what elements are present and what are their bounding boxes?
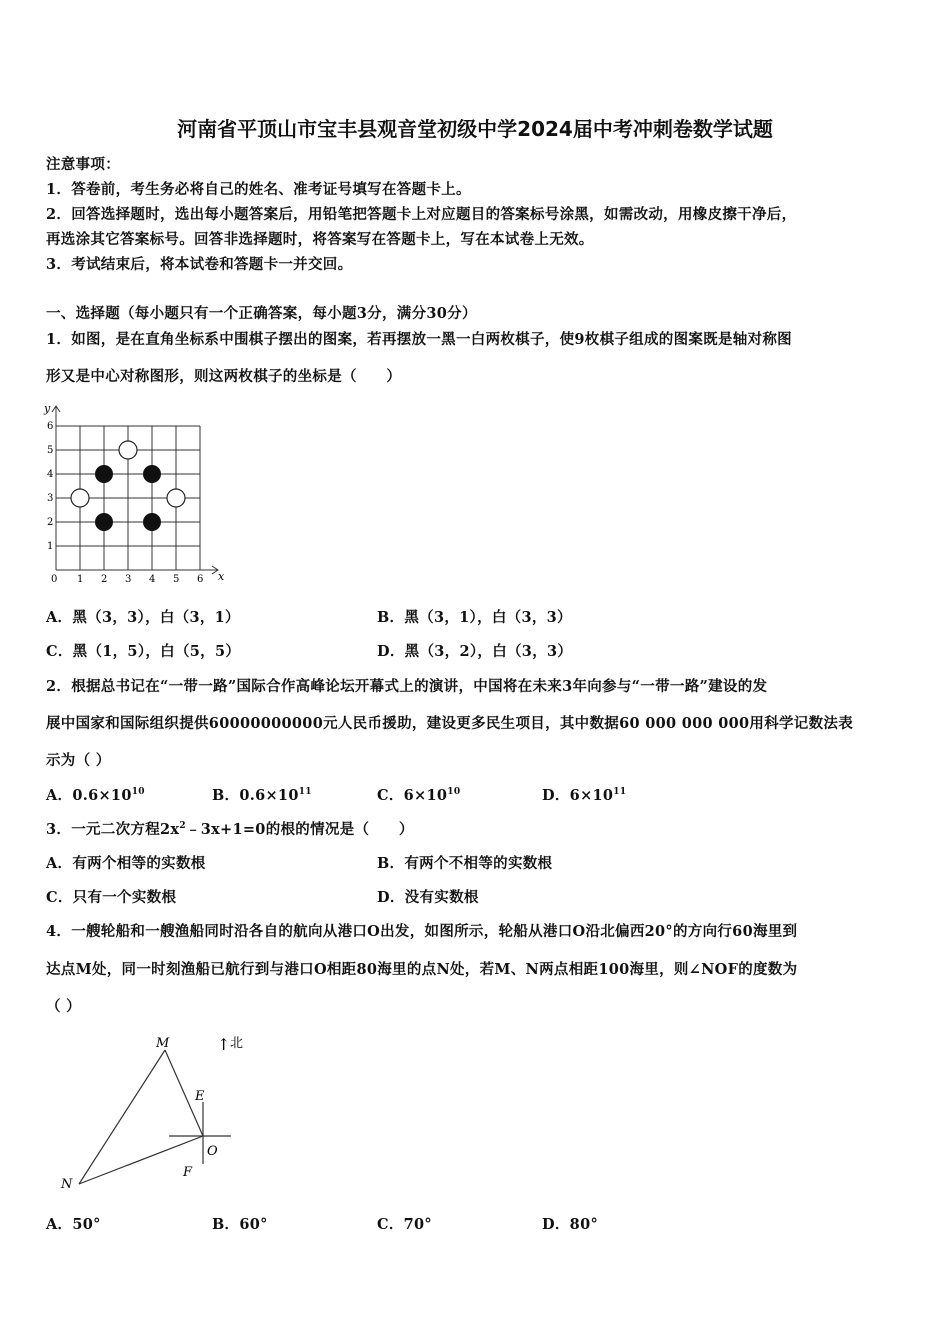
- exponent: 11: [613, 787, 627, 797]
- white-stone: [119, 441, 137, 459]
- y-tick: 2: [47, 517, 54, 528]
- x-tick: 6: [197, 574, 204, 585]
- y-tick: 5: [47, 445, 54, 456]
- q4-stem-line1: 4．一艘轮船和一艘渔船同时沿各自的航向从港口O出发，如图所示，轮船从港口O沿北偏西20°的方向行60海里到: [46, 923, 798, 940]
- q4-option-a[interactable]: A．50°: [46, 1216, 101, 1233]
- q1-option-d[interactable]: D．黑（3，2），白（3，3）: [377, 643, 573, 660]
- section-heading: 一、选择题（每小题只有一个正确答案，每小题3分，满分30分）: [46, 305, 477, 322]
- notice-item: 2．回答选择题时，选出每小题答案后，用铅笔把答题卡上对应题目的答案标号涂黑，如需改动，用橡皮擦干净后，: [46, 206, 797, 223]
- option-text: A．0.6×10: [46, 787, 132, 804]
- q1-option-c[interactable]: C．黑（1，5），白（5，5）: [46, 643, 241, 660]
- q3-option-d[interactable]: D．没有实数根: [377, 889, 479, 906]
- q4-stem-line2: 达点M处，同一时刻渔船已航行到与港口O相距80海里的点N处，若M、N两点相距100海里，则∠NOF的度数为: [46, 961, 798, 978]
- option-text: C．6×10: [377, 787, 448, 804]
- option-text: B．0.6×10: [212, 787, 299, 804]
- x-tick: 4: [149, 574, 156, 585]
- black-stone: [95, 513, 113, 531]
- q3-stem-b: ﹣3x+1=0的根的情况是（ ）: [185, 821, 414, 838]
- q2-option-b[interactable]: [212, 784, 312, 805]
- notice-heading: 注意事项：: [46, 156, 120, 173]
- y-tick: 4: [47, 469, 54, 480]
- exponent: 10: [131, 787, 145, 797]
- north-arrow-icon: ↑: [217, 1035, 231, 1054]
- notice-item: 1．答卷前，考生务必将自己的姓名、准考证号填写在答题卡上。: [46, 181, 471, 198]
- exponent: 10: [447, 787, 461, 797]
- x-tick: 1: [77, 574, 84, 585]
- black-stone: [95, 465, 113, 483]
- notice-item: 3．考试结束后，将本试卷和答题卡一并交回。: [46, 256, 353, 273]
- q2-stem-line1: 2．根据总书记在“一带一路”国际合作高峰论坛开幕式上的演讲，中国将在未来3年向参与“一带一路”建设的发: [46, 678, 768, 695]
- white-stone: [167, 489, 185, 507]
- y-tick: 3: [47, 493, 54, 504]
- y-axis-label: y: [44, 402, 51, 415]
- y-tick: 1: [47, 541, 54, 552]
- q4-navigation-figure: [55, 1028, 265, 1198]
- q4-option-c[interactable]: C．70°: [377, 1216, 432, 1233]
- page-title: 河南省平顶山市宝丰县观音堂初级中学2024届中考冲刺卷数学试题: [177, 117, 773, 141]
- q1-go-board-figure: [40, 398, 240, 588]
- q3-option-a[interactable]: A．有两个相等的实数根: [46, 855, 206, 872]
- q2-stem-line3: 示为（ ）: [46, 752, 111, 769]
- black-stone: [143, 513, 161, 531]
- q1-option-a[interactable]: A．黑（3，3），白（3，1）: [46, 609, 240, 626]
- q3-stem-a: 3．一元二次方程2x: [46, 821, 180, 838]
- q4-option-b[interactable]: B．60°: [212, 1216, 268, 1233]
- q4-option-d[interactable]: D．80°: [542, 1216, 599, 1233]
- q3-stem: [46, 818, 414, 839]
- q3-option-b[interactable]: B．有两个不相等的实数根: [377, 855, 553, 872]
- q2-option-d[interactable]: [542, 784, 626, 805]
- x-tick: 3: [125, 574, 132, 585]
- point-e-label: E: [195, 1089, 205, 1104]
- exponent: 11: [298, 787, 312, 797]
- point-n-label: N: [61, 1177, 73, 1192]
- q2-stem-line2: 展中国家和国际组织提供60000000000元人民币援助，建设更多民生项目，其中数据60 000 000 000用科学记数法表: [46, 715, 854, 732]
- notice-item: 再选涂其它答案标号。回答非选择题时，将答案写在答题卡上，写在本试卷上无效。: [46, 231, 594, 248]
- q3-option-c[interactable]: C．只有一个实数根: [46, 889, 177, 906]
- point-o-label: O: [207, 1144, 218, 1159]
- point-f-label: F: [183, 1165, 193, 1180]
- q1-stem-line2: 形又是中心对称图形，则这两枚棋子的坐标是（ ）: [46, 368, 402, 385]
- x-tick: 5: [173, 574, 180, 585]
- x-tick: 2: [101, 574, 108, 585]
- x-tick: 0: [51, 574, 58, 585]
- exponent: 2: [179, 821, 186, 831]
- option-text: D．6×10: [542, 787, 614, 804]
- q1-option-b[interactable]: B．黑（3，1），白（3，3）: [377, 609, 572, 626]
- white-stone: [71, 489, 89, 507]
- x-axis-label: x: [218, 570, 225, 583]
- q1-stem-line1: 1．如图，是在直角坐标系中围棋子摆出的图案，若再摆放一黑一白两枚棋子，使9枚棋子组成的图案既是轴对称图: [46, 331, 792, 348]
- black-stone: [143, 465, 161, 483]
- q2-option-c[interactable]: [377, 784, 460, 805]
- north-label: 北: [230, 1036, 244, 1051]
- point-m-label: M: [156, 1036, 170, 1051]
- q2-option-a[interactable]: [46, 784, 145, 805]
- y-tick: 6: [47, 421, 54, 432]
- q4-stem-line3: （ ）: [46, 998, 81, 1015]
